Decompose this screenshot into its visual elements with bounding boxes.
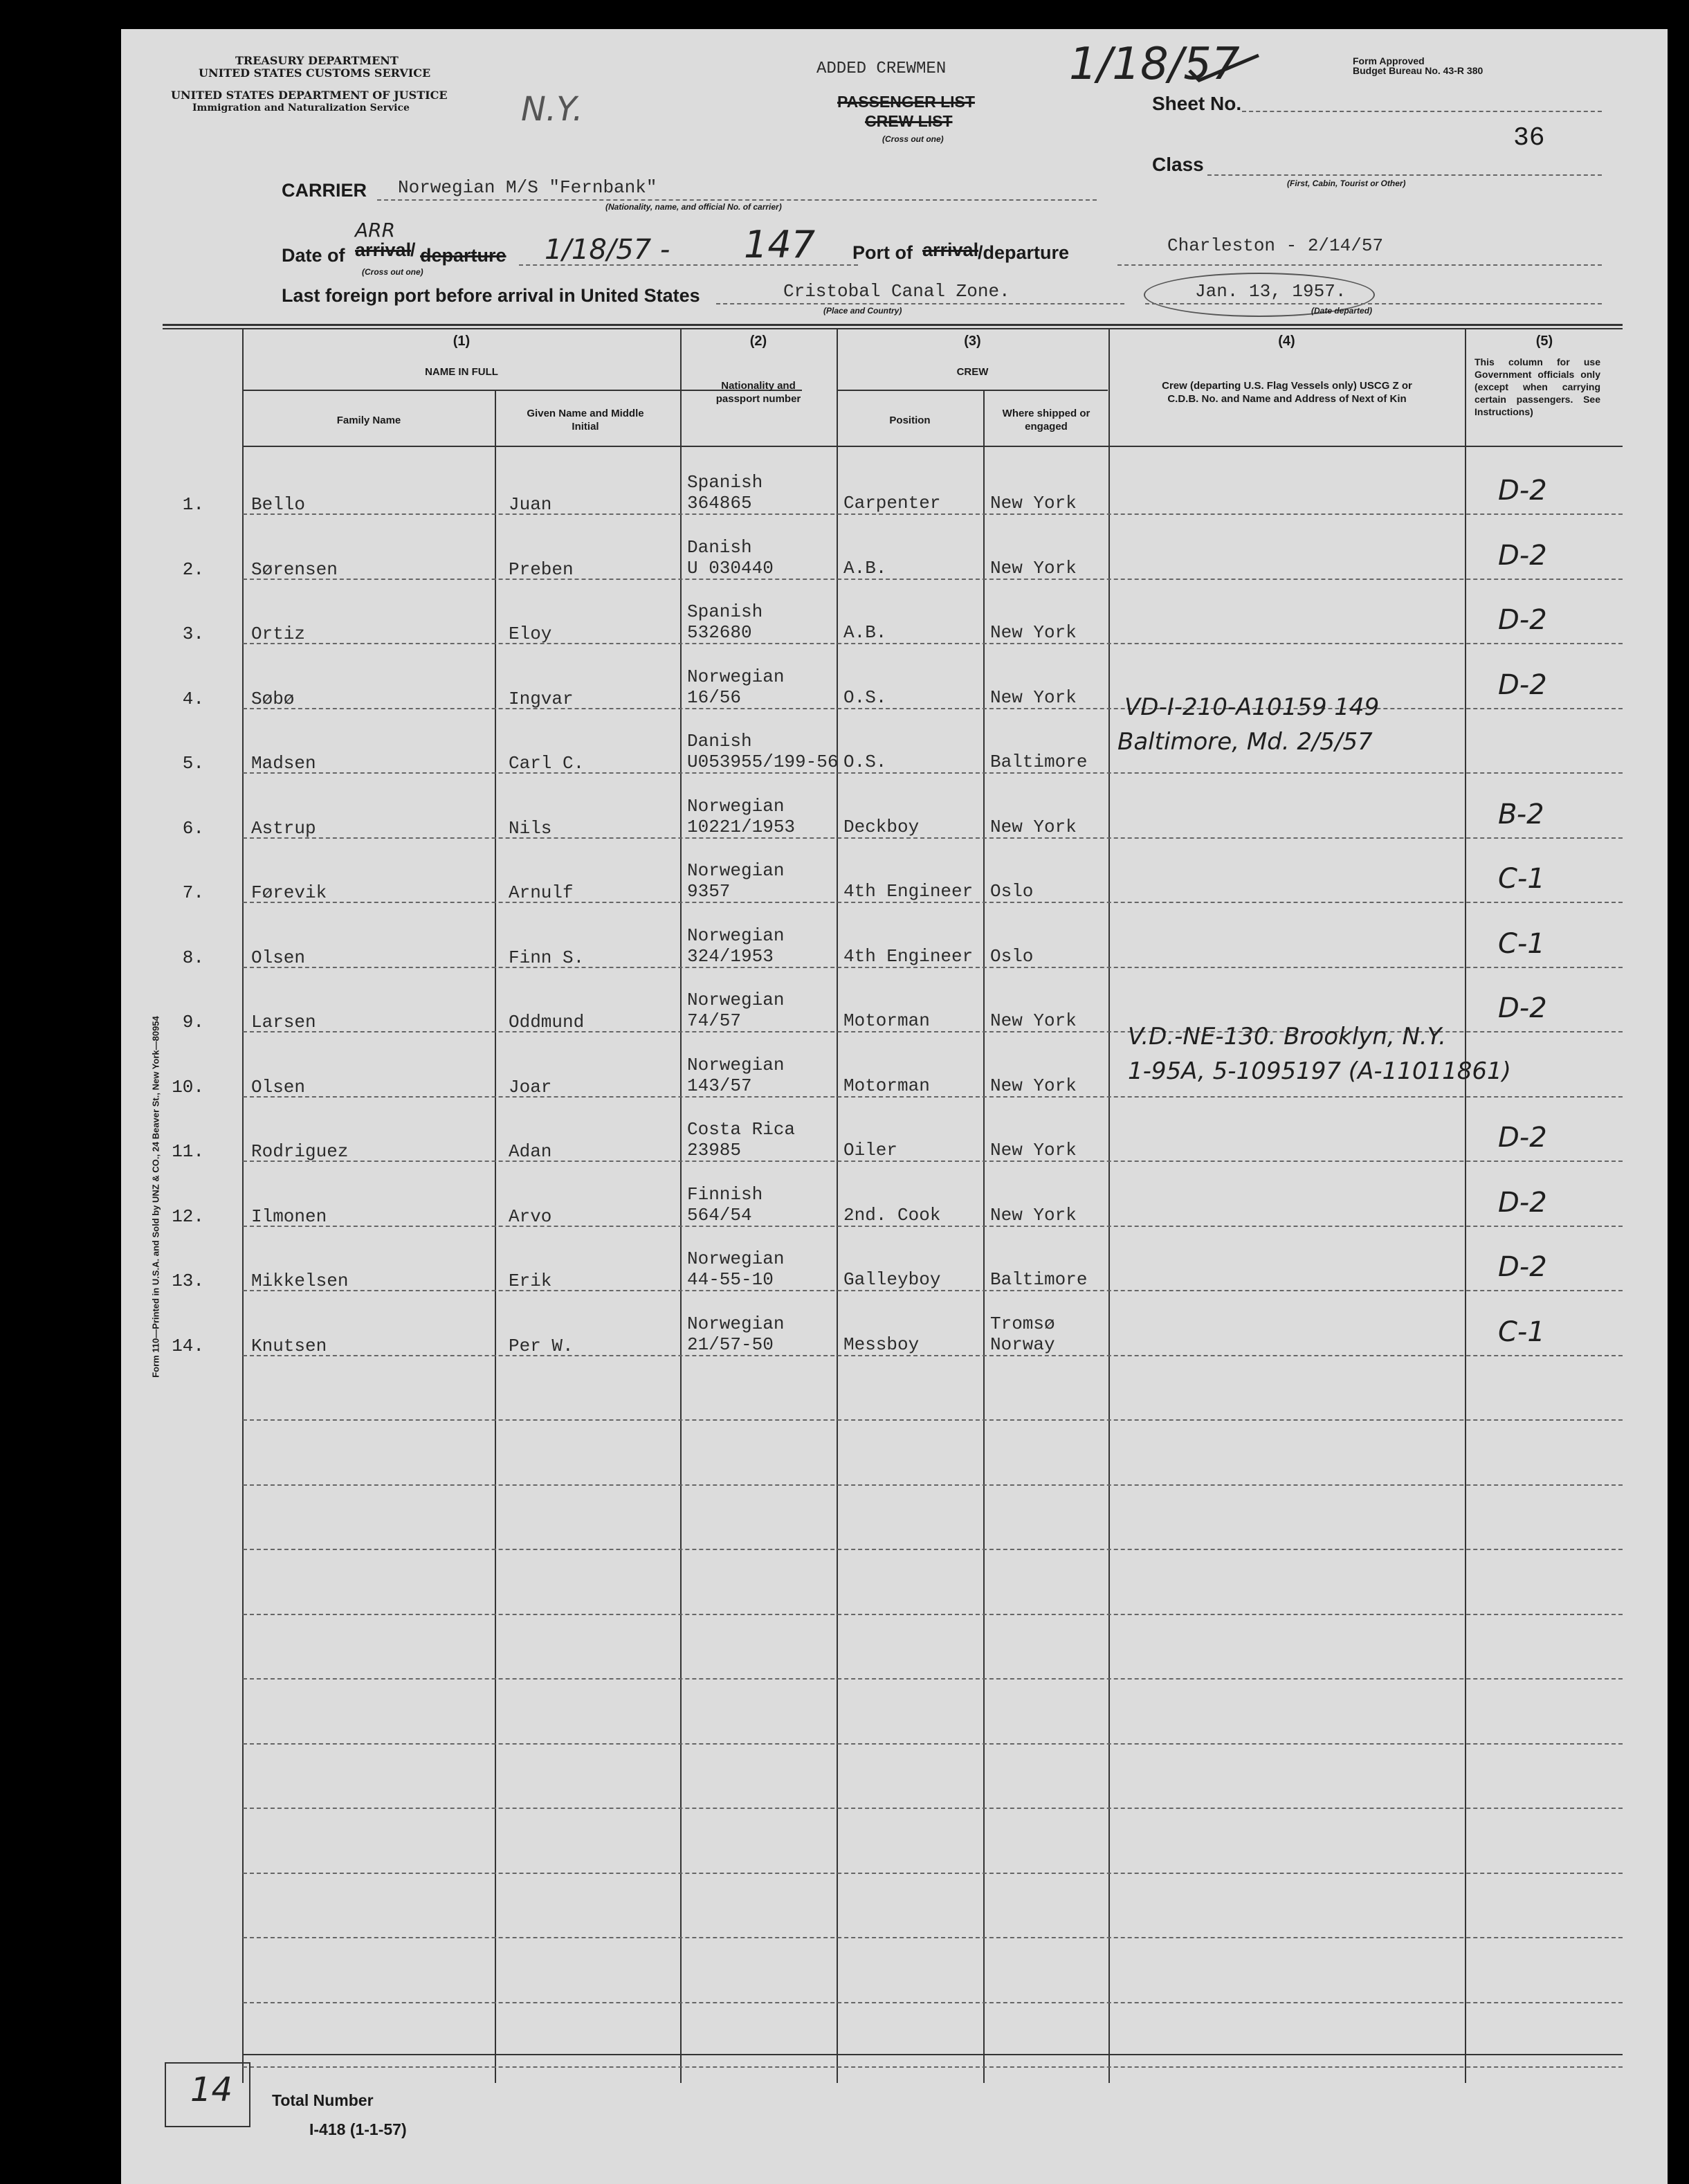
given-name: Erik — [509, 1271, 552, 1291]
row-rule — [243, 1873, 1623, 1874]
nationality: Norwegian — [687, 1313, 785, 1334]
nationality: Norwegian — [687, 1055, 785, 1075]
row-rule — [243, 2002, 1623, 2003]
col5-header: This column for use Government officials only (except when carrying certain passengers. See Instructions) — [1475, 356, 1600, 417]
family-name: Søbø — [251, 689, 295, 709]
given-name: Adan — [509, 1141, 552, 1162]
row-number: 6. — [182, 818, 204, 839]
passport-number: 10221/1953 — [687, 817, 796, 837]
nationality: Norwegian — [687, 860, 785, 881]
port-line — [1117, 264, 1602, 266]
given-name: Arnulf — [509, 882, 574, 903]
row-number: 1. — [182, 494, 204, 515]
carrier-note: (Nationality, name, and official No. of carrier) — [605, 202, 782, 212]
nationality: Norwegian — [687, 925, 785, 946]
family-name: Madsen — [251, 753, 316, 774]
official-code-handwritten: D-2 — [1498, 475, 1547, 507]
row-rule — [243, 1096, 1623, 1098]
row-rule — [243, 837, 1623, 839]
row-number: 4. — [182, 689, 204, 709]
given-name: Preben — [509, 559, 574, 580]
col3-number: (3) — [964, 334, 981, 349]
nationality: Norwegian — [687, 990, 785, 1010]
nationality: Spanish — [687, 472, 763, 493]
row-rule — [243, 2066, 1623, 2068]
position: Carpenter — [843, 493, 941, 513]
row-rule — [243, 1937, 1623, 1938]
class-label: Class — [1152, 154, 1204, 175]
date-departed-line — [1145, 303, 1602, 304]
carrier-line — [377, 199, 1097, 201]
official-code-handwritten: B-2 — [1498, 799, 1544, 830]
added-crewmen-label: ADDED CREWMEN — [816, 60, 947, 78]
row-rule — [243, 579, 1623, 580]
position: 2nd. Cook — [843, 1205, 941, 1226]
passport-number: 74/57 — [687, 1010, 742, 1031]
nationality: Norwegian — [687, 796, 785, 817]
official-code-handwritten: D-2 — [1498, 1187, 1547, 1219]
where-shipped-header: Where shipped or engaged — [1002, 408, 1090, 433]
where-shipped: New York — [990, 558, 1077, 579]
position: O.S. — [843, 687, 887, 708]
col-line-b — [495, 391, 496, 2083]
given-name-header: Given Name and Middle Initial — [527, 408, 644, 433]
nationality: Spanish — [687, 601, 763, 622]
row-number: 12. — [172, 1206, 204, 1227]
class-note: (First, Cabin, Tourist or Other) — [1287, 179, 1406, 188]
last-port-value: Cristobal Canal Zone. — [783, 281, 1010, 302]
col-line-f — [1108, 329, 1110, 2083]
nationality: Danish — [687, 731, 752, 752]
passport-number: 16/56 — [687, 687, 742, 708]
date-value: 1/18/57 - — [545, 234, 670, 266]
family-name: Sørensen — [251, 559, 338, 580]
arrival-struck: arrival — [355, 239, 412, 260]
port-arrival-struck: arrival — [922, 239, 979, 260]
given-name: Arvo — [509, 1206, 552, 1227]
row-rule — [243, 1743, 1623, 1745]
last-port-line — [716, 303, 1124, 304]
handwritten-port-ny: N.Y. — [521, 90, 583, 129]
date-departed-note: (Date departed) — [1311, 306, 1373, 316]
port-departure: /departure — [978, 242, 1070, 263]
col4-header: Crew (departing U.S. Flag Vessels only) USCG Z or C.D.B. No. and Name and Address of Next of Kin — [1162, 380, 1412, 405]
col2-number: (2) — [749, 334, 767, 349]
carrier-value: Norwegian M/S "Fernbank" — [398, 177, 657, 198]
nationality: Finnish — [687, 1184, 763, 1205]
family-name: Olsen — [251, 947, 306, 968]
header-bottom-rule — [243, 446, 1623, 447]
family-name: Mikkelsen — [251, 1271, 349, 1291]
family-name: Bello — [251, 494, 306, 515]
row-rule — [243, 772, 1623, 774]
row10-annotation-line2: 1-95A, 5-1095197 (A-11011861) — [1128, 1057, 1511, 1085]
col-line-g — [1465, 329, 1466, 2083]
date-departed-value: Jan. 13, 1957. — [1195, 281, 1346, 302]
row-rule — [243, 1355, 1623, 1356]
date-slash: / — [410, 239, 416, 260]
nationality: Norwegian — [687, 1248, 785, 1269]
official-code-handwritten: D-2 — [1498, 540, 1547, 572]
agency-line-3: UNITED STATES DEPARTMENT OF JUSTICE — [171, 89, 448, 102]
col-line-e — [983, 391, 985, 2083]
position: Motorman — [843, 1075, 930, 1096]
family-name: Knutsen — [251, 1336, 327, 1356]
given-name: Joar — [509, 1077, 552, 1098]
official-code-handwritten: D-2 — [1498, 992, 1547, 1024]
passport-number: 324/1953 — [687, 946, 774, 967]
given-name: Ingvar — [509, 689, 574, 709]
crew-header: CREW — [956, 366, 989, 378]
position-header: Position — [889, 415, 931, 426]
official-code-handwritten: D-2 — [1498, 1251, 1547, 1283]
table-top-rule-2 — [163, 328, 1623, 329]
given-name: Juan — [509, 494, 552, 515]
port-value: Charleston - 2/14/57 — [1167, 235, 1384, 256]
col-line-d — [837, 329, 838, 2083]
official-code-handwritten: D-2 — [1498, 669, 1547, 701]
crew-list-struck: CREW LIST — [865, 112, 953, 130]
official-code-handwritten: C-1 — [1498, 863, 1545, 895]
side-print-line: Form 110—Printed in U.S.A. and Sold by UNZ & CO., 24 Beaver St., New York—80954 — [150, 1016, 161, 1378]
where-shipped: New York — [990, 817, 1077, 837]
agency-line-1: TREASURY DEPARTMENT — [235, 54, 399, 67]
col-line-a — [242, 329, 244, 2083]
agency-line-2: UNITED STATES CUSTOMS SERVICE — [199, 66, 431, 80]
where-shipped: New York — [990, 1075, 1077, 1096]
official-code-handwritten: D-2 — [1498, 604, 1547, 636]
family-name: Ortiz — [251, 624, 306, 644]
nationality-header: Nationality and passport number — [715, 380, 801, 405]
position: 4th Engineer — [843, 881, 974, 902]
budget-bureau: Budget Bureau No. 43-R 380 — [1353, 65, 1483, 76]
official-code-handwritten: C-1 — [1498, 1316, 1545, 1348]
row-rule — [243, 1161, 1623, 1162]
passport-number: U 030440 — [687, 558, 774, 579]
row5-annotation-line2: Baltimore, Md. 2/5/57 — [1117, 728, 1373, 756]
row-rule — [243, 708, 1623, 709]
nationality: Norwegian — [687, 666, 785, 687]
given-name: Eloy — [509, 624, 552, 644]
row-number: 2. — [182, 559, 204, 580]
table-bottom-rule — [243, 2054, 1623, 2055]
row10-annotation-line1: V.D.-NE-130. Brooklyn, N.Y. — [1128, 1023, 1446, 1050]
row-number: 3. — [182, 624, 204, 644]
where-shipped: New York — [990, 1010, 1077, 1031]
where-shipped: New York — [990, 687, 1077, 708]
row-number: 13. — [172, 1271, 204, 1291]
sheet-no-label: Sheet No. — [1152, 93, 1242, 114]
port-of-label: Port of — [852, 242, 913, 263]
departure-struck: departure — [420, 245, 506, 266]
passport-number: 23985 — [687, 1140, 742, 1161]
row-rule — [243, 1678, 1623, 1680]
where-shipped: New York — [990, 1140, 1077, 1161]
row-number: 14. — [172, 1336, 204, 1356]
date-line — [519, 264, 858, 266]
given-name: Oddmund — [509, 1012, 585, 1032]
passport-number: 44-55-10 — [687, 1269, 774, 1290]
passport-number: 21/57-50 — [687, 1334, 774, 1355]
sheet-no-line — [1242, 111, 1602, 112]
position: A.B. — [843, 558, 887, 579]
row-number: 8. — [182, 947, 204, 968]
given-name: Per W. — [509, 1336, 574, 1356]
total-number-label: Total Number — [272, 2091, 374, 2109]
row-number: 7. — [182, 882, 204, 903]
total-number-handwritten: 14 — [190, 2071, 233, 2109]
position: Messboy — [843, 1334, 920, 1355]
row-rule — [243, 1419, 1623, 1421]
col1-title: NAME IN FULL — [425, 366, 498, 378]
given-name: Carl C. — [509, 753, 585, 774]
passport-number: U053955/199-56 — [687, 752, 839, 772]
cross-out-note-2: (Cross out one) — [362, 267, 423, 277]
where-shipped: Baltimore — [990, 1269, 1088, 1290]
where-shipped: Tromsø — [990, 1313, 1055, 1334]
family-name: Astrup — [251, 818, 316, 839]
cross-out-note-1: (Cross out one) — [882, 134, 944, 144]
family-name: Larsen — [251, 1012, 316, 1032]
row-rule — [243, 1808, 1623, 1809]
check-mark-icon — [1187, 50, 1263, 84]
row-rule — [243, 1549, 1623, 1550]
col-line-c — [680, 329, 682, 2083]
where-shipped: New York — [990, 1205, 1077, 1226]
given-name: Nils — [509, 818, 552, 839]
position: Oiler — [843, 1140, 898, 1161]
passport-number: 564/54 — [687, 1205, 752, 1226]
position: A.B. — [843, 622, 887, 643]
position: Motorman — [843, 1010, 930, 1031]
position: 4th Engineer — [843, 946, 974, 967]
col4-number: (4) — [1278, 334, 1295, 349]
row-rule — [243, 1484, 1623, 1486]
position: O.S. — [843, 752, 887, 772]
last-port-label: Last foreign port before arrival in United States — [282, 285, 700, 306]
nationality: Costa Rica — [687, 1119, 796, 1140]
table-top-rule-1 — [163, 324, 1623, 326]
date-of-label: Date of — [282, 245, 345, 266]
col5-number: (5) — [1535, 334, 1553, 349]
col1-number: (1) — [453, 334, 471, 349]
place-country-note: (Place and Country) — [823, 306, 902, 316]
row-rule — [243, 1614, 1623, 1615]
where-shipped: Baltimore — [990, 752, 1088, 772]
position: Deckboy — [843, 817, 920, 837]
row-number: 10. — [172, 1077, 204, 1098]
form-sheet — [121, 29, 1668, 2184]
family-name: Rodriguez — [251, 1141, 349, 1162]
family-name: Olsen — [251, 1077, 306, 1098]
form-approved: Form Approved — [1353, 55, 1425, 66]
passport-number: 364865 — [687, 493, 752, 513]
family-name-header: Family Name — [336, 415, 401, 426]
handwritten-date: 1/18/57 — [1069, 39, 1240, 90]
where-shipped: New York — [990, 622, 1077, 643]
row-number: 5. — [182, 753, 204, 774]
family-name: Førevik — [251, 882, 327, 903]
row-number: 11. — [172, 1141, 204, 1162]
carrier-label: CARRIER — [282, 180, 367, 201]
row-rule — [243, 643, 1623, 644]
row5-annotation-line1: VD-I-210-A10159 149 — [1124, 693, 1380, 721]
where-shipped: Oslo — [990, 881, 1034, 902]
sheet-number: 36 — [1513, 123, 1545, 153]
position: Galleyboy — [843, 1269, 941, 1290]
passport-number: 143/57 — [687, 1075, 752, 1096]
where-shipped: Oslo — [990, 946, 1034, 967]
official-code-handwritten: C-1 — [1498, 928, 1545, 960]
form-code: I-418 (1-1-57) — [309, 2120, 407, 2138]
handwritten-number: 147 — [744, 223, 816, 266]
family-name: Ilmonen — [251, 1206, 327, 1227]
handwritten-arr: ARR — [355, 219, 396, 242]
given-name: Finn S. — [509, 947, 585, 968]
crew-subhead-rule — [838, 390, 1108, 391]
passenger-list-struck: PASSENGER LIST — [837, 93, 975, 111]
row-number: 9. — [182, 1012, 204, 1032]
nationality: Danish — [687, 537, 752, 558]
where-shipped: New York — [990, 493, 1077, 513]
official-code-handwritten: D-2 — [1498, 1122, 1547, 1154]
passport-number: 9357 — [687, 881, 731, 902]
where-shipped-2: Norway — [990, 1334, 1055, 1355]
passport-number: 532680 — [687, 622, 752, 643]
class-line — [1207, 174, 1602, 176]
agency-line-4: Immigration and Naturalization Service — [192, 102, 410, 113]
